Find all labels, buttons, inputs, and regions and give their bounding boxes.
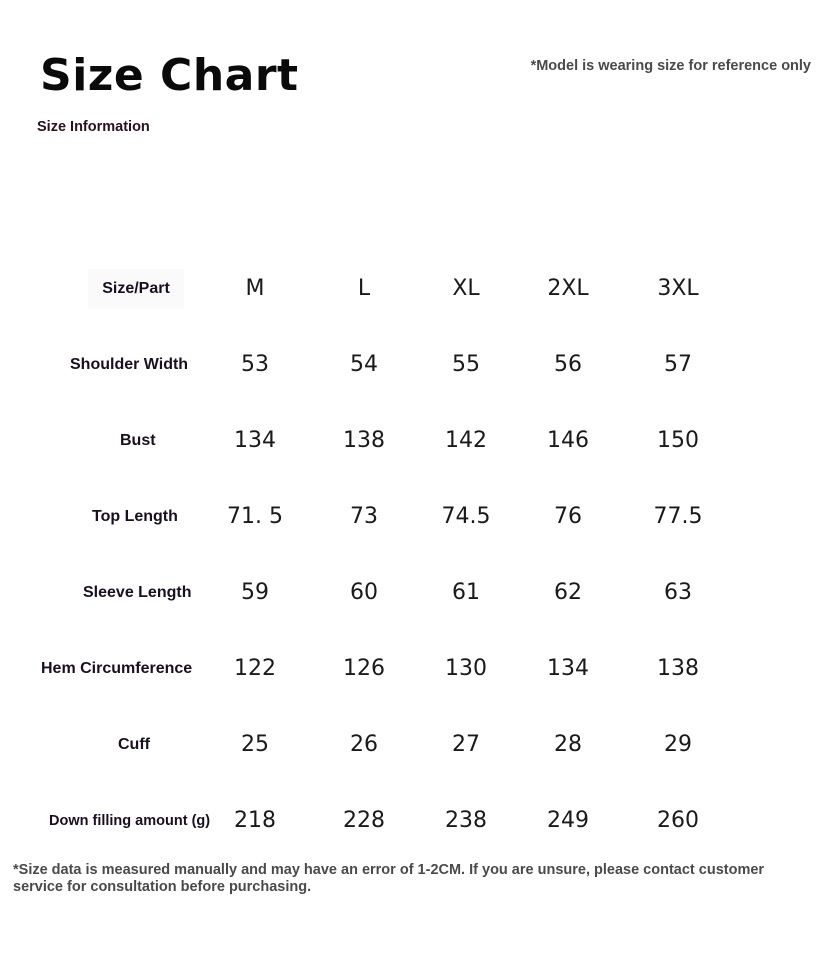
- row-label-sleeve-length: Sleeve Length: [83, 584, 192, 601]
- table-cell: 76: [554, 504, 582, 529]
- row-label-shoulder-width: Shoulder Width: [70, 356, 189, 373]
- table-header-row: [0, 269, 824, 309]
- row-label-cuff: Cuff: [118, 736, 150, 753]
- model-note: *Model is wearing size for reference only: [530, 58, 811, 74]
- table-cell: 74.5: [441, 504, 491, 529]
- table-cell: 27: [452, 732, 480, 757]
- table-row: [0, 725, 824, 765]
- size-header-m: M: [245, 276, 265, 301]
- size-header-xl: XL: [452, 276, 480, 301]
- table-cell: 260: [657, 808, 699, 833]
- table-cell: 28: [554, 732, 582, 757]
- row-label-top-length: Top Length: [92, 508, 178, 525]
- table-cell: 26: [350, 732, 378, 757]
- table-cell: 53: [241, 352, 269, 377]
- table-cell: 62: [554, 580, 582, 605]
- section-subtitle: Size Information: [37, 119, 150, 135]
- table-cell: 55: [452, 352, 480, 377]
- table-cell: 134: [234, 428, 276, 453]
- table-cell: 126: [343, 656, 385, 681]
- table-cell: 249: [547, 808, 589, 833]
- row-label-hem-circumference: Hem Circumference: [41, 660, 193, 677]
- page-title: Size Chart: [40, 50, 299, 101]
- table-cell: 150: [657, 428, 699, 453]
- table-row: [0, 497, 824, 537]
- table-row: [0, 421, 824, 461]
- row-label-bust: Bust: [120, 432, 156, 449]
- table-cell: 60: [350, 580, 378, 605]
- table-row: [0, 801, 824, 841]
- table-cell: 56: [554, 352, 582, 377]
- table-cell: 63: [664, 580, 692, 605]
- table-cell: 61: [452, 580, 480, 605]
- table-cell: 77.5: [653, 504, 703, 529]
- disclaimer-note: *Size data is measured manually and may have an error of 1-2CM. If you are unsure, please contact customer service for consultation before purchasing.: [13, 862, 765, 895]
- table-cell: 54: [350, 352, 378, 377]
- table-row: [0, 649, 824, 689]
- table-row: [0, 573, 824, 613]
- table-cell: 130: [445, 656, 487, 681]
- table-cell: 138: [343, 428, 385, 453]
- size-header-2xl: 2XL: [547, 276, 589, 301]
- table-cell: 134: [547, 656, 589, 681]
- table-cell: 218: [234, 808, 276, 833]
- table-cell: 122: [234, 656, 276, 681]
- table-cell: 25: [241, 732, 269, 757]
- size-header-l: L: [357, 276, 371, 301]
- table-cell: 73: [350, 504, 378, 529]
- table-cell: 142: [445, 428, 487, 453]
- table-cell: 57: [664, 352, 692, 377]
- table-cell: 71. 5: [227, 504, 283, 529]
- table-cell: 29: [664, 732, 692, 757]
- size-header-3xl: 3XL: [657, 276, 699, 301]
- row-label-down-filling: Down filling amount (g): [49, 813, 211, 829]
- table-cell: 238: [445, 808, 487, 833]
- header-label: Size/Part: [88, 269, 184, 309]
- table-cell: 138: [657, 656, 699, 681]
- table-row: [0, 345, 824, 385]
- table-cell: 59: [241, 580, 269, 605]
- table-cell: 146: [547, 428, 589, 453]
- table-cell: 228: [343, 808, 385, 833]
